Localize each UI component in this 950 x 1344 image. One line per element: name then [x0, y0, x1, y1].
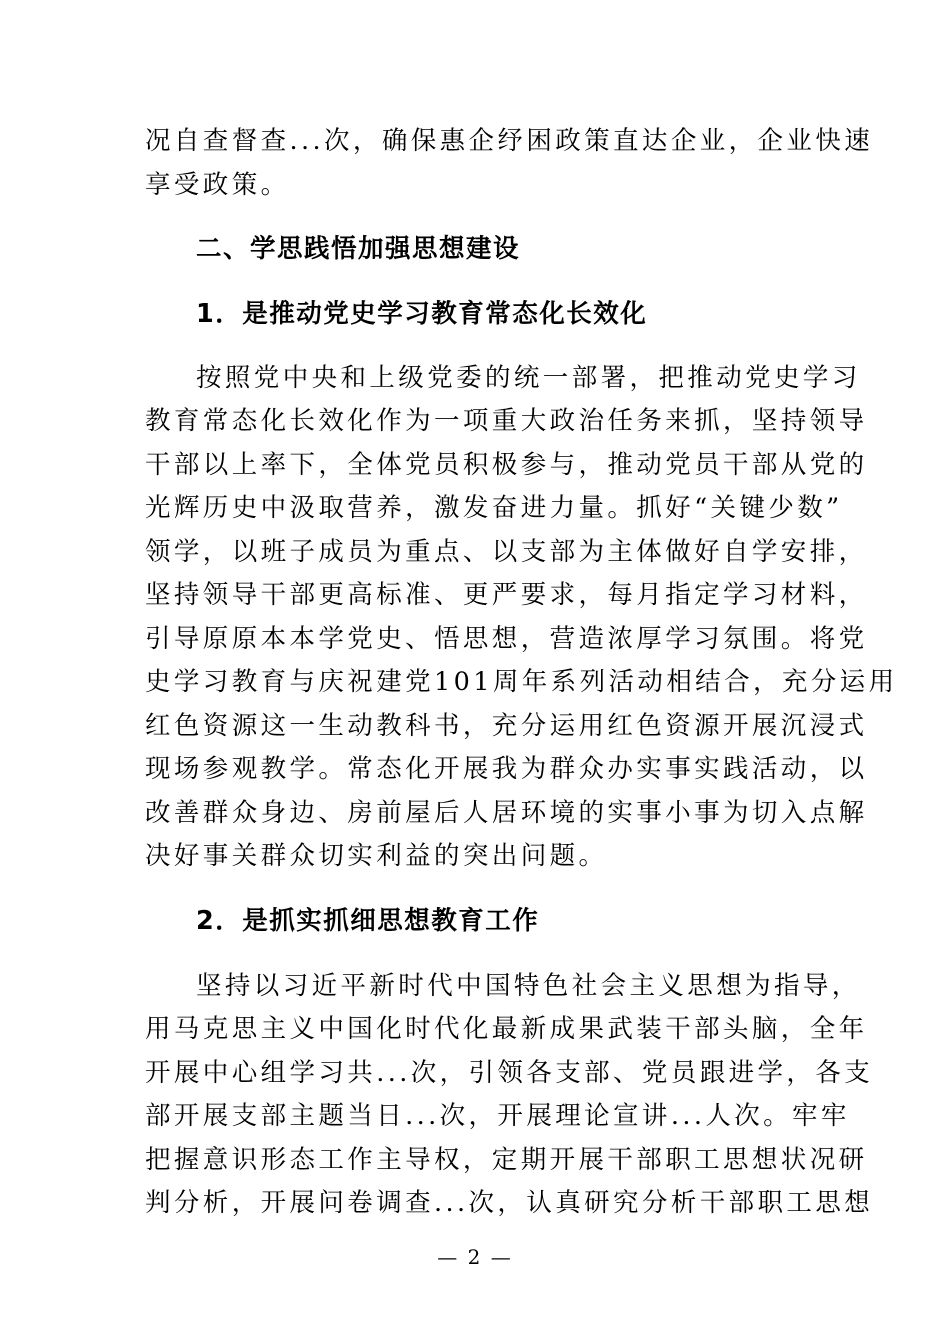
paragraph-line: 改善群众身边、房前屋后人居环境的实事小事为切入点解	[145, 798, 868, 828]
paragraph-line: 红色资源这一生动教科书，充分运用红色资源开展沉浸式	[145, 711, 868, 741]
paragraph-line: 判分析，开展问卷调查...次，认真研究分析干部职工思想	[145, 1188, 874, 1218]
paragraph-line: 部开展支部主题当日...次，开展理论宣讲...人次。牢牢	[145, 1101, 850, 1131]
subsection-heading: 1．是推动党史学习教育常态化长效化	[196, 299, 648, 329]
paragraph-line: 况自查督查...次，确保惠企纾困政策直达企业，企业快速	[145, 126, 874, 156]
paragraph-line: 光辉历史中汲取营养，激发奋进力量。抓好“关键少数”	[145, 493, 843, 523]
paragraph-line: 教育常态化长效化作为一项重大政治任务来抓，坚持领导	[145, 406, 868, 436]
paragraph-line: 坚持领导干部更高标准、更严要求，每月指定学习材料，	[145, 580, 868, 610]
subsection-heading: 2．是抓实抓细思想教育工作	[196, 906, 540, 936]
paragraph-line: 引导原原本本学党史、悟思想，营造浓厚学习氛围。将党	[145, 624, 868, 654]
paragraph-line: 用马克思主义中国化时代化最新成果武装干部头脑，全年	[145, 1014, 868, 1044]
paragraph-line: 决好事关群众切实利益的突出问题。	[145, 841, 608, 871]
paragraph-line: 把握意识形态工作主导权，定期开展干部职工思想状况研	[145, 1145, 868, 1175]
paragraph-line: 坚持以习近平新时代中国特色社会主义思想为指导，	[196, 971, 861, 1001]
paragraph-line: 现场参观教学。常态化开展我为群众办实事实践活动，以	[145, 754, 868, 784]
paragraph-line: 享受政策。	[145, 170, 290, 200]
paragraph-line: 史学习教育与庆祝建党101周年系列活动相结合，充分运用	[145, 667, 898, 697]
paragraph-line: 领学，以班子成员为重点、以支部为主体做好自学安排，	[145, 537, 868, 567]
section-heading: 二、学思践悟加强思想建设	[196, 234, 521, 264]
paragraph-line: 开展中心组学习共...次，引领各支部、党员跟进学，各支	[145, 1058, 874, 1088]
paragraph-line: 干部以上率下，全体党员积极参与，推动党员干部从党的	[145, 450, 868, 480]
page-number: — 2 —	[437, 1245, 513, 1269]
paragraph-line: 按照党中央和上级党委的统一部署，把推动党史学习	[196, 363, 861, 393]
